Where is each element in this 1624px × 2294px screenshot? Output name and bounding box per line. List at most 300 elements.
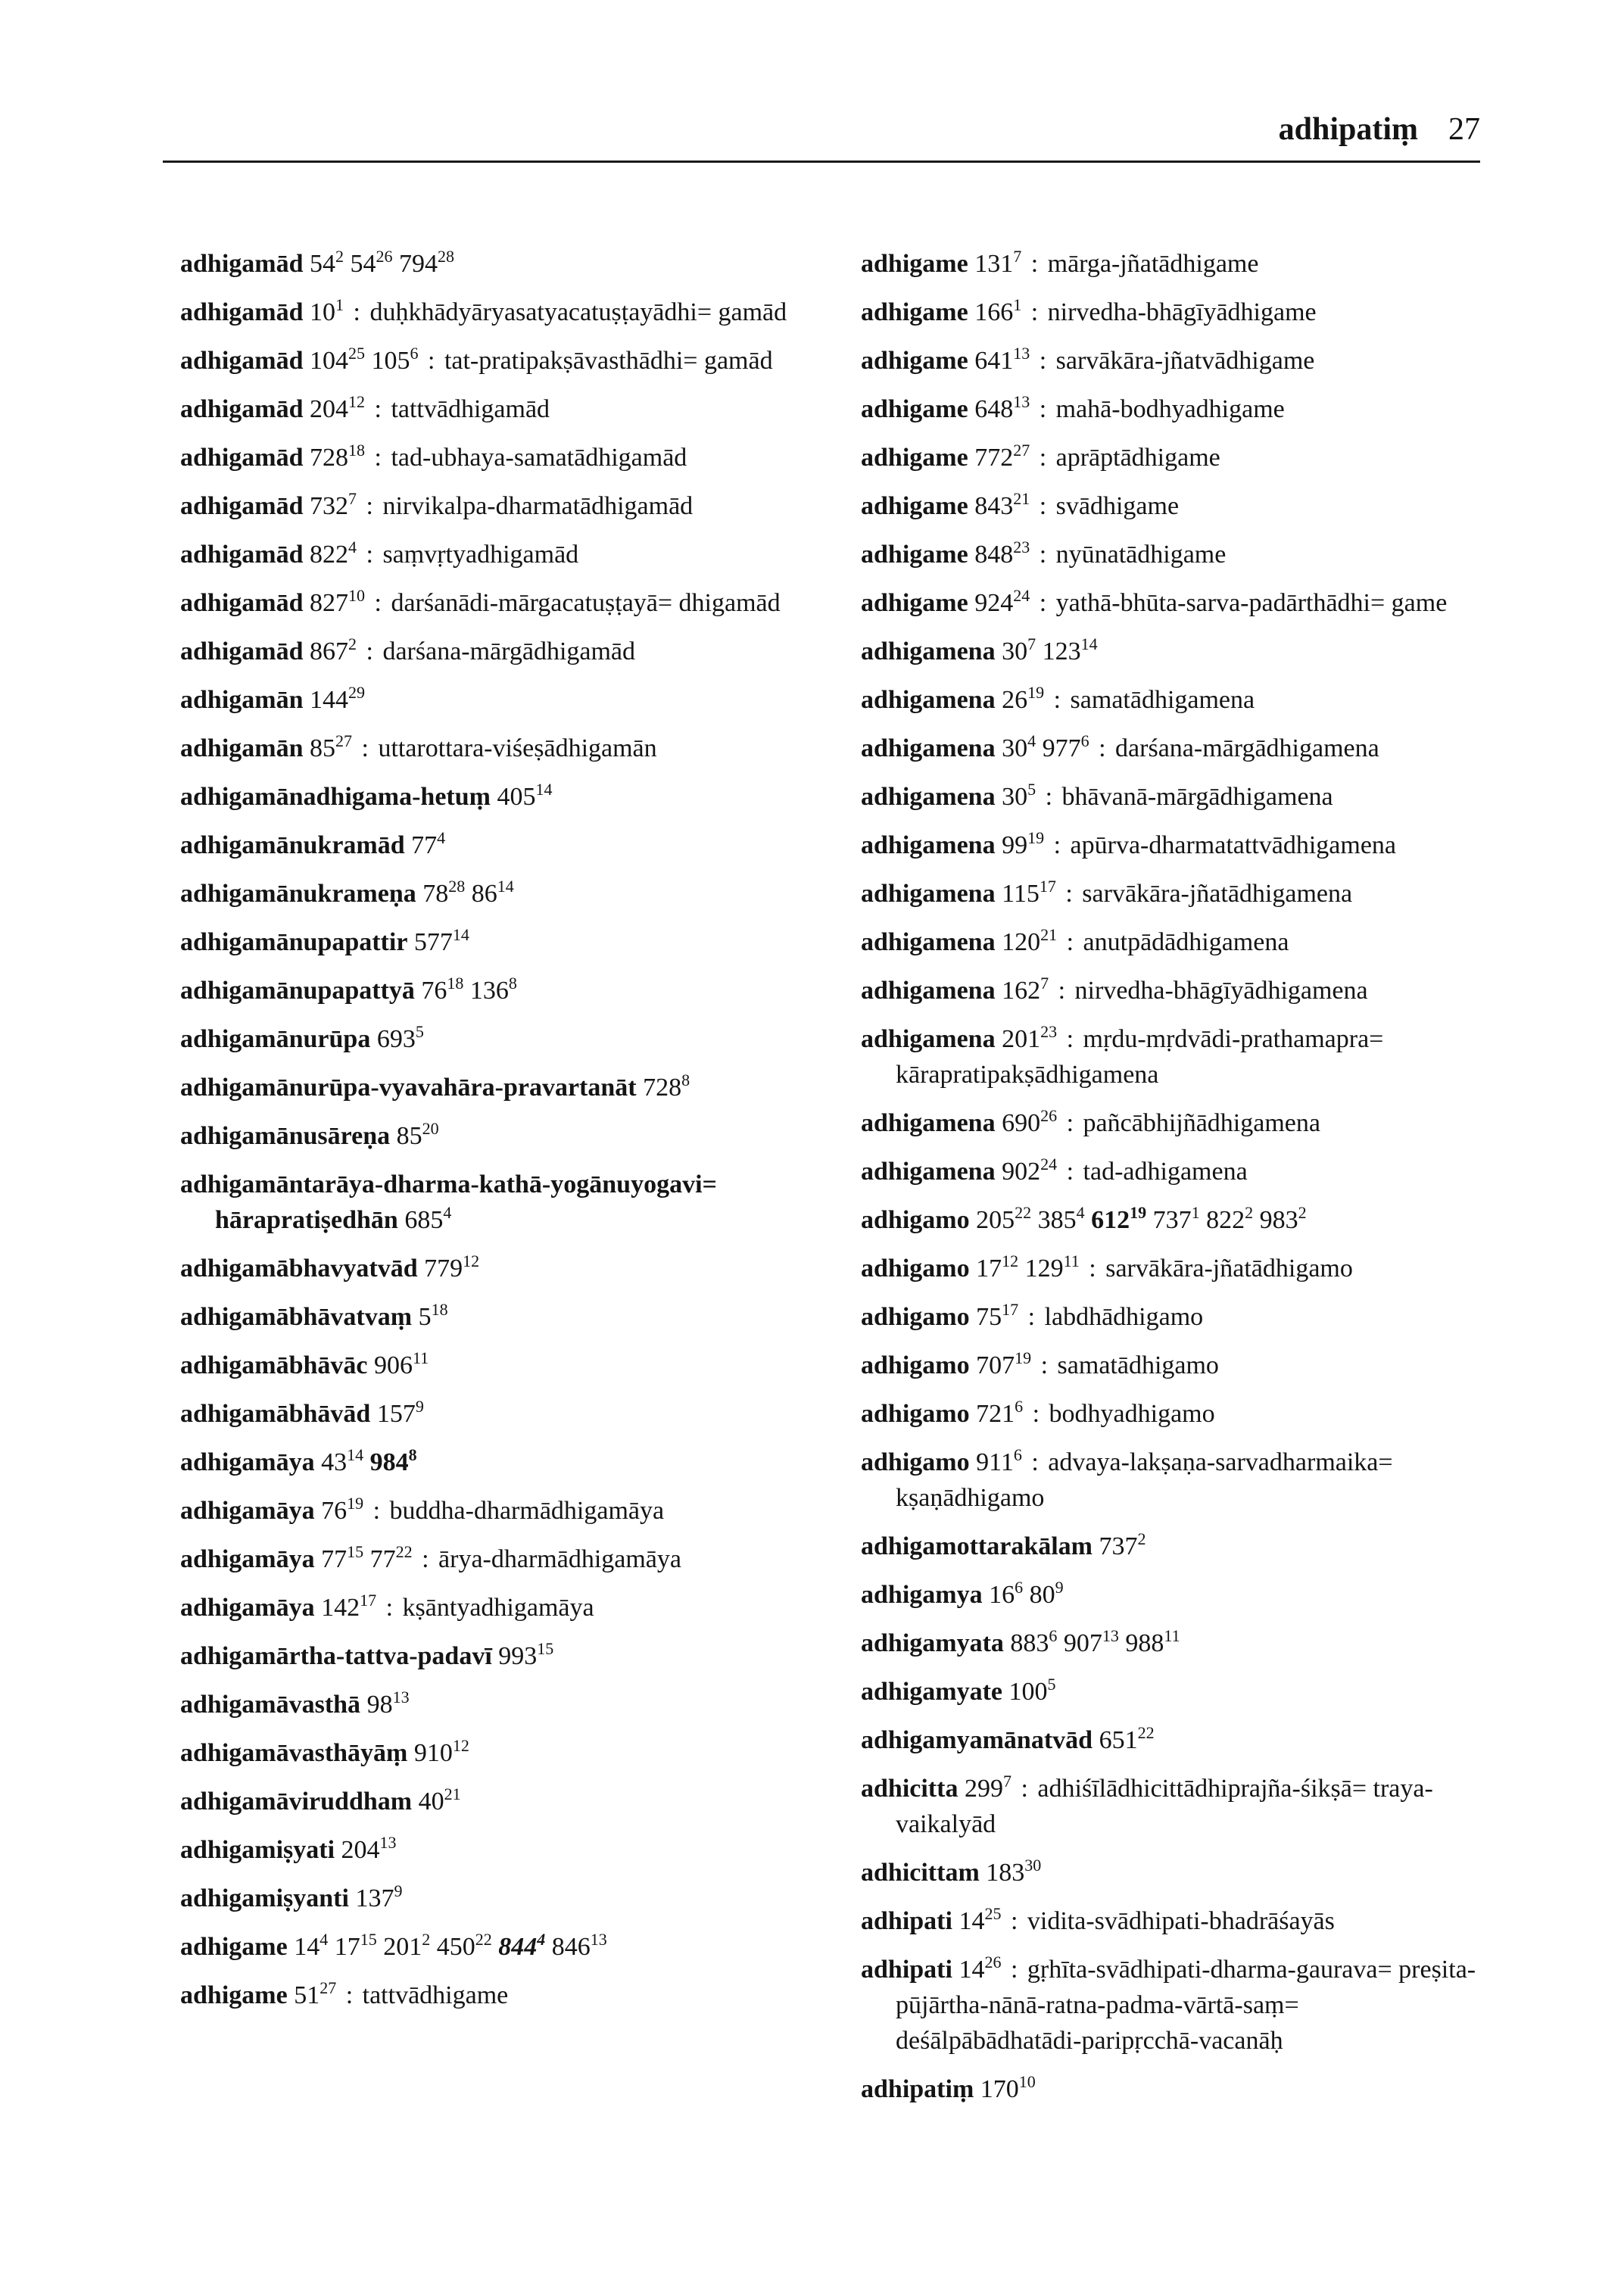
page-num: 80 [1029, 1581, 1055, 1609]
line-num: 2 [1245, 1203, 1254, 1222]
page-num: 104 [310, 347, 348, 375]
page-num: 822 [1206, 1206, 1245, 1234]
line-num: 6 [1080, 731, 1089, 750]
line-num: 27 [1013, 441, 1030, 460]
colon-separator: : [1060, 928, 1080, 956]
index-entry [861, 1202, 1489, 1238]
entry-headword: adhigamābhavyatvād [180, 1255, 418, 1283]
index-entry [180, 1396, 816, 1432]
entry-headword: adhigamān [180, 734, 304, 762]
entry-context: duḥkhādyāryasatyacatuṣṭayādhi= gamād [369, 298, 787, 326]
page-num: 685 [404, 1206, 444, 1234]
page-num: 77 [411, 831, 438, 859]
index-entry [180, 1735, 816, 1771]
page-num: 16 [989, 1581, 1015, 1609]
index-entry [861, 1903, 1489, 1939]
index-entry [861, 828, 1489, 863]
index-entry [861, 1855, 1489, 1890]
page-reference [1042, 731, 1089, 762]
page-num: 910 [413, 1739, 453, 1767]
line-num: 4 [537, 1930, 546, 1949]
page-reference [310, 586, 365, 617]
page-num: 984 [369, 1448, 409, 1476]
entry-headword: adhigamād [180, 347, 304, 375]
page-num: 14 [959, 1956, 985, 1984]
index-entry [861, 1396, 1489, 1432]
page-reference [310, 538, 357, 569]
line-num: 14 [535, 780, 553, 799]
page-reference [376, 1022, 424, 1053]
page-reference [498, 1930, 546, 1961]
page-reference [413, 1736, 469, 1767]
entry-headword: adhigamād [180, 637, 304, 665]
page-reference [1002, 634, 1036, 665]
page-num: 51 [294, 1981, 320, 2009]
index-entry [861, 731, 1489, 766]
page-num: 728 [643, 1074, 682, 1102]
index-entry [861, 2071, 1489, 2107]
page-num: 641 [974, 347, 1014, 375]
colon-separator: : [1033, 492, 1053, 520]
entry-headword: adhigamāya [180, 1594, 315, 1622]
index-entry [861, 295, 1489, 330]
entry-context: darśana-mārgādhigamena [1115, 734, 1379, 762]
page-reference [976, 1300, 1019, 1331]
entry-headword: adhicittam [861, 1859, 980, 1887]
page-num: 54 [310, 250, 335, 278]
page-reference [1002, 1155, 1058, 1186]
index-entry [180, 1638, 816, 1674]
entry-headword: adhigamena [861, 734, 996, 762]
entry-context: samatādhigamena [1070, 686, 1255, 714]
entry-context: nirvedha-bhāgīyādhigame [1047, 298, 1317, 326]
line-num: 29 [348, 683, 365, 702]
index-entry [180, 1881, 816, 1916]
line-num: 15 [347, 1542, 364, 1561]
colon-separator: : [347, 298, 367, 326]
page-num: 99 [1002, 831, 1028, 859]
index-entry [180, 634, 816, 669]
page-num: 123 [1042, 637, 1081, 665]
page-reference [310, 295, 344, 326]
index-entry [861, 1771, 1489, 1842]
colon-separator: : [1060, 1109, 1080, 1137]
line-num: 23 [1013, 538, 1030, 556]
index-entry [180, 391, 816, 427]
line-num: 5 [1047, 1675, 1056, 1694]
page-reference [1091, 1203, 1147, 1234]
page-reference [310, 634, 357, 665]
line-num: 5 [1027, 780, 1036, 799]
index-entry [180, 1118, 816, 1154]
index-entry [180, 1929, 816, 1965]
line-num: 18 [447, 974, 464, 993]
colon-separator: : [1082, 1255, 1103, 1283]
page-reference [974, 247, 1022, 278]
page-reference [1002, 925, 1058, 956]
index-entry [861, 488, 1489, 524]
page-reference [498, 1639, 554, 1670]
page-num: 977 [1042, 734, 1081, 762]
entry-context: sarvākāra-jñatādhigamena [1082, 880, 1353, 908]
entry-context: sarvākāra-jñatvādhigame [1055, 347, 1315, 375]
page-reference [1010, 1626, 1058, 1657]
page-num: 129 [1024, 1255, 1064, 1283]
entry-headword: adhigamābhāvād [180, 1400, 371, 1428]
page-num: 867 [310, 637, 348, 665]
entry-headword: adhigamād [180, 444, 304, 472]
colon-separator: : [379, 1594, 400, 1622]
line-num: 22 [395, 1542, 413, 1561]
colon-separator: : [1004, 1956, 1024, 1984]
page-num: 14 [959, 1907, 985, 1935]
entry-headword: adhipati [861, 1956, 952, 1984]
page-reference [418, 1300, 448, 1331]
entry-headword: adhigamena [861, 686, 996, 714]
line-num: 13 [392, 1688, 410, 1706]
colon-separator: : [1052, 977, 1072, 1005]
page-reference [1002, 1106, 1058, 1137]
entry-context: apūrva-dharmatattvādhigamena [1070, 831, 1397, 859]
page-reference [294, 1930, 329, 1961]
page-reference [383, 1930, 431, 1961]
line-num: 8 [508, 974, 517, 993]
colon-separator: : [368, 589, 388, 617]
page-num: 385 [1037, 1206, 1077, 1234]
colon-separator: : [1026, 1400, 1046, 1428]
entry-headword: adhigamo [861, 1303, 970, 1331]
index-entry [180, 973, 816, 1008]
page-num: 728 [310, 444, 348, 472]
entry-context: pañcābhijñādhigamena [1083, 1109, 1320, 1137]
page-num: 204 [310, 395, 348, 423]
colon-separator: : [355, 734, 376, 762]
page-num: 772 [974, 444, 1014, 472]
page-reference [959, 1953, 1002, 1984]
page-reference [976, 1445, 1022, 1476]
index-entry [180, 537, 816, 572]
line-num: 19 [1130, 1203, 1147, 1222]
entry-headword: adhigamiṣyanti [180, 1884, 349, 1912]
page-reference [1002, 731, 1036, 762]
colon-separator: : [1033, 444, 1053, 472]
entry-headword: adhigamāya [180, 1545, 315, 1573]
entry-headword: adhigame [180, 1933, 288, 1961]
index-entry [861, 1625, 1489, 1661]
line-num: 13 [1013, 392, 1030, 411]
entry-headword: adhigame [861, 298, 968, 326]
entry-headword: adhigamānupapattyā [180, 977, 415, 1005]
entry-context: saṃvṛtyadhigamād [382, 541, 579, 569]
entry-context: tad-ubhaya-samatādhigamād [391, 444, 687, 472]
page-num: 30 [1002, 637, 1028, 665]
entry-headword: adhicitta [861, 1775, 959, 1803]
page-num: 86 [471, 880, 497, 908]
entry-context: mṛdu-mṛdvādi-prathamapra= kārapratipakṣādhigamena [896, 1025, 1384, 1089]
page-reference [974, 344, 1030, 375]
entry-context: sarvākāra-jñatādhigamo [1105, 1255, 1353, 1283]
page-reference [341, 1833, 397, 1864]
page-reference [976, 1348, 1032, 1379]
entry-headword: adhigamena [861, 977, 996, 1005]
page-num: 883 [1010, 1629, 1049, 1657]
index-entry [861, 1952, 1489, 2059]
page-num: 26 [1002, 686, 1028, 714]
line-num: 12 [1002, 1251, 1019, 1270]
page-num: 115 [1002, 880, 1040, 908]
page-num: 988 [1125, 1629, 1164, 1657]
page-reference [310, 392, 365, 423]
page-reference [976, 1397, 1024, 1428]
page-reference [974, 538, 1030, 569]
page-reference [413, 925, 469, 956]
colon-separator: : [1058, 880, 1080, 908]
entry-headword: adhigamād [180, 250, 304, 278]
colon-separator: : [1004, 1907, 1024, 1935]
colon-separator: : [360, 492, 380, 520]
entry-headword: adhigamād [180, 589, 304, 617]
page-num: 577 [413, 928, 453, 956]
line-num: 8 [681, 1071, 690, 1089]
index-entry [180, 440, 816, 475]
page-reference [366, 1688, 410, 1719]
line-num: 30 [1024, 1856, 1042, 1875]
page-reference [371, 344, 419, 375]
entry-context: darśanādi-mārgacatuṣṭayā= dhigamād [391, 589, 781, 617]
page-reference [959, 1904, 1002, 1935]
page-num: 690 [1002, 1109, 1041, 1137]
line-num: 4 [320, 1930, 329, 1949]
line-num: 17 [1002, 1300, 1019, 1319]
entry-headword: adhigamyamānatvād [861, 1726, 1093, 1754]
index-entry [861, 924, 1489, 960]
page-reference [418, 1784, 461, 1816]
line-num: 14 [347, 1445, 364, 1464]
entry-headword: adhigame [180, 1981, 288, 2009]
colon-separator: : [1060, 1025, 1080, 1053]
line-num: 7 [1002, 1772, 1011, 1791]
line-num: 14 [452, 925, 469, 944]
entry-context: adhiśīlādhicittādhiprajña-śikṣā= traya-vaikalyād [896, 1775, 1433, 1838]
line-num: 19 [1027, 828, 1045, 847]
entry-context: bodhyadhigamo [1049, 1400, 1215, 1428]
entry-headword: adhigamena [861, 1025, 996, 1053]
line-num: 1 [335, 295, 344, 314]
entry-headword: adhigamānupapattir [180, 928, 408, 956]
running-head [1279, 114, 1480, 145]
page-num: 737 [1152, 1206, 1192, 1234]
page-num: 405 [497, 783, 536, 811]
page-num: 902 [1002, 1158, 1041, 1186]
page-num: 911 [976, 1448, 1014, 1476]
page-num: 85 [310, 734, 335, 762]
entry-context: advaya-lakṣaṇa-sarvadharmaika= kṣaṇādhigamo [896, 1448, 1393, 1512]
line-num: 4 [1076, 1203, 1085, 1222]
entry-headword: adhigamāvasthā [180, 1691, 361, 1719]
running-headword: adhipatiṃ [1278, 112, 1418, 147]
page-reference [421, 974, 464, 1005]
page-reference [974, 586, 1030, 617]
entry-context: uttarottara-viśeṣādhigamān [378, 734, 657, 762]
entry-headword: adhigamāvasthāyāṃ [180, 1739, 408, 1767]
entry-headword: adhigame [861, 347, 968, 375]
entry-headword: adhigamād [180, 298, 304, 326]
line-num: 18 [431, 1300, 448, 1319]
line-num: 6 [1015, 1578, 1024, 1597]
entry-headword: adhigamena [861, 783, 996, 811]
page-reference [321, 1542, 364, 1573]
page-reference [1002, 780, 1036, 811]
index-entry [180, 295, 816, 330]
page-num: 737 [1099, 1532, 1138, 1560]
index-entry [861, 779, 1489, 815]
page-reference [1099, 1723, 1155, 1754]
index-entry [861, 876, 1489, 912]
line-num: 10 [348, 586, 365, 605]
entry-headword: adhigamānukrameṇa [180, 880, 416, 908]
page-num: 77 [369, 1545, 396, 1573]
page-num: 166 [974, 298, 1014, 326]
page-reference [399, 247, 454, 278]
page-reference [310, 731, 352, 762]
colon-separator: : [1060, 1158, 1080, 1186]
page-reference [1259, 1203, 1307, 1234]
entry-headword: adhigamābhāvāc [180, 1351, 368, 1379]
page-num: 120 [1002, 928, 1041, 956]
index-entry [861, 1251, 1489, 1286]
line-num: 7 [1013, 247, 1022, 266]
page-reference [334, 1930, 377, 1961]
line-num: 15 [537, 1639, 554, 1658]
entry-headword: adhigamena [861, 880, 996, 908]
entry-headword: adhigamena [861, 831, 996, 859]
page-reference [1002, 974, 1049, 1005]
line-num: 1 [1013, 295, 1022, 314]
index-entry [180, 1832, 816, 1868]
index-entry [180, 1167, 816, 1238]
page-reference [376, 1397, 424, 1428]
index-entry [861, 1674, 1489, 1710]
line-num: 6 [410, 344, 419, 363]
page-num: 144 [310, 686, 348, 714]
entry-context: anutpādādhigamena [1083, 928, 1289, 956]
page-num: 40 [418, 1788, 444, 1816]
line-num: 21 [1040, 925, 1058, 944]
page-reference [310, 441, 365, 472]
entry-headword: adhigame [861, 395, 968, 423]
entry-headword: adhigame [861, 444, 968, 472]
page-reference [1099, 1529, 1146, 1560]
page-reference [643, 1071, 690, 1102]
entry-headword: adhigamānadhigama-hetuṃ [180, 783, 491, 811]
page-reference [1042, 634, 1098, 665]
line-num: 12 [463, 1251, 480, 1270]
entry-context: nirvikalpa-dharmatādhigamād [382, 492, 694, 520]
line-num: 12 [452, 1736, 469, 1755]
page-num: 85 [396, 1122, 422, 1150]
line-num: 22 [475, 1930, 492, 1949]
page-num: 105 [371, 347, 410, 375]
page-num: 450 [436, 1933, 475, 1961]
line-num: 26 [984, 1953, 1002, 1971]
page-reference [422, 877, 466, 908]
entry-context: nirvedha-bhāgīyādhigamena [1074, 977, 1368, 1005]
entry-headword: adhigamyata [861, 1629, 1004, 1657]
entry-headword: adhigamān [180, 686, 304, 714]
index-entry [180, 1687, 816, 1722]
entry-headword: adhigame [861, 589, 968, 617]
index-entry [180, 1251, 816, 1286]
line-num: 4 [1027, 731, 1036, 750]
index-entry [861, 682, 1489, 718]
colon-separator: : [1024, 298, 1045, 326]
line-num: 2 [1137, 1529, 1146, 1548]
line-num: 7 [1027, 634, 1036, 653]
page-reference [321, 1445, 364, 1476]
line-num: 5 [415, 1022, 424, 1041]
index-entry [180, 1021, 816, 1057]
index-entry [180, 828, 816, 863]
page-reference [1008, 1675, 1056, 1706]
page-num: 848 [974, 541, 1014, 569]
entry-headword: adhigamāya [180, 1448, 315, 1476]
line-num: 13 [590, 1930, 607, 1949]
line-num: 17 [360, 1591, 377, 1610]
entry-context: aprāptādhigame [1055, 444, 1220, 472]
index-entry [861, 1105, 1489, 1141]
page-num: 924 [974, 589, 1014, 617]
line-num: 20 [422, 1119, 439, 1138]
entry-headword: adhigamāntarāya-dharma-kathā-yogānuyogavi= hārapratiṣedhān [180, 1170, 717, 1234]
line-num: 2 [422, 1930, 431, 1949]
entry-context: mahā-bodhyadhigame [1055, 395, 1285, 423]
index-entry [180, 779, 816, 815]
line-num: 2 [335, 247, 344, 266]
line-num: 1 [1191, 1203, 1200, 1222]
page-num: 100 [1008, 1678, 1048, 1706]
entry-headword: adhigamāviruddham [180, 1788, 413, 1816]
page-reference [436, 1930, 492, 1961]
page-reference [310, 344, 365, 375]
page-num: 17 [976, 1255, 1002, 1283]
page-num: 98 [366, 1691, 393, 1719]
page-reference [976, 1203, 1032, 1234]
line-num: 7 [1040, 974, 1049, 993]
line-num: 9 [415, 1397, 424, 1416]
index-entry [861, 1577, 1489, 1613]
page-num: 76 [421, 977, 447, 1005]
line-num: 4 [348, 538, 357, 556]
page-num: 137 [355, 1884, 394, 1912]
colon-separator: : [339, 1981, 360, 2009]
index-entry [180, 682, 816, 718]
line-num: 9 [394, 1881, 403, 1900]
entry-context: buddha-dharmādhigamāya [389, 1497, 665, 1525]
page-reference [310, 247, 344, 278]
colon-separator: : [1014, 1775, 1035, 1803]
page-num: 170 [980, 2075, 1019, 2103]
page-reference [310, 683, 365, 714]
entry-context: tad-adhigamena [1083, 1158, 1248, 1186]
entry-context: vidita-svādhipati-bhadrāśayās [1027, 1907, 1335, 1935]
page-num: 779 [424, 1255, 463, 1283]
page-reference [471, 877, 514, 908]
page-num: 136 [469, 977, 509, 1005]
page-reference [1029, 1578, 1064, 1609]
index-entry [180, 924, 816, 960]
entry-context: yathā-bhūta-sarva-padārthādhi= game [1055, 589, 1448, 617]
page-number: 27 [1448, 112, 1480, 147]
